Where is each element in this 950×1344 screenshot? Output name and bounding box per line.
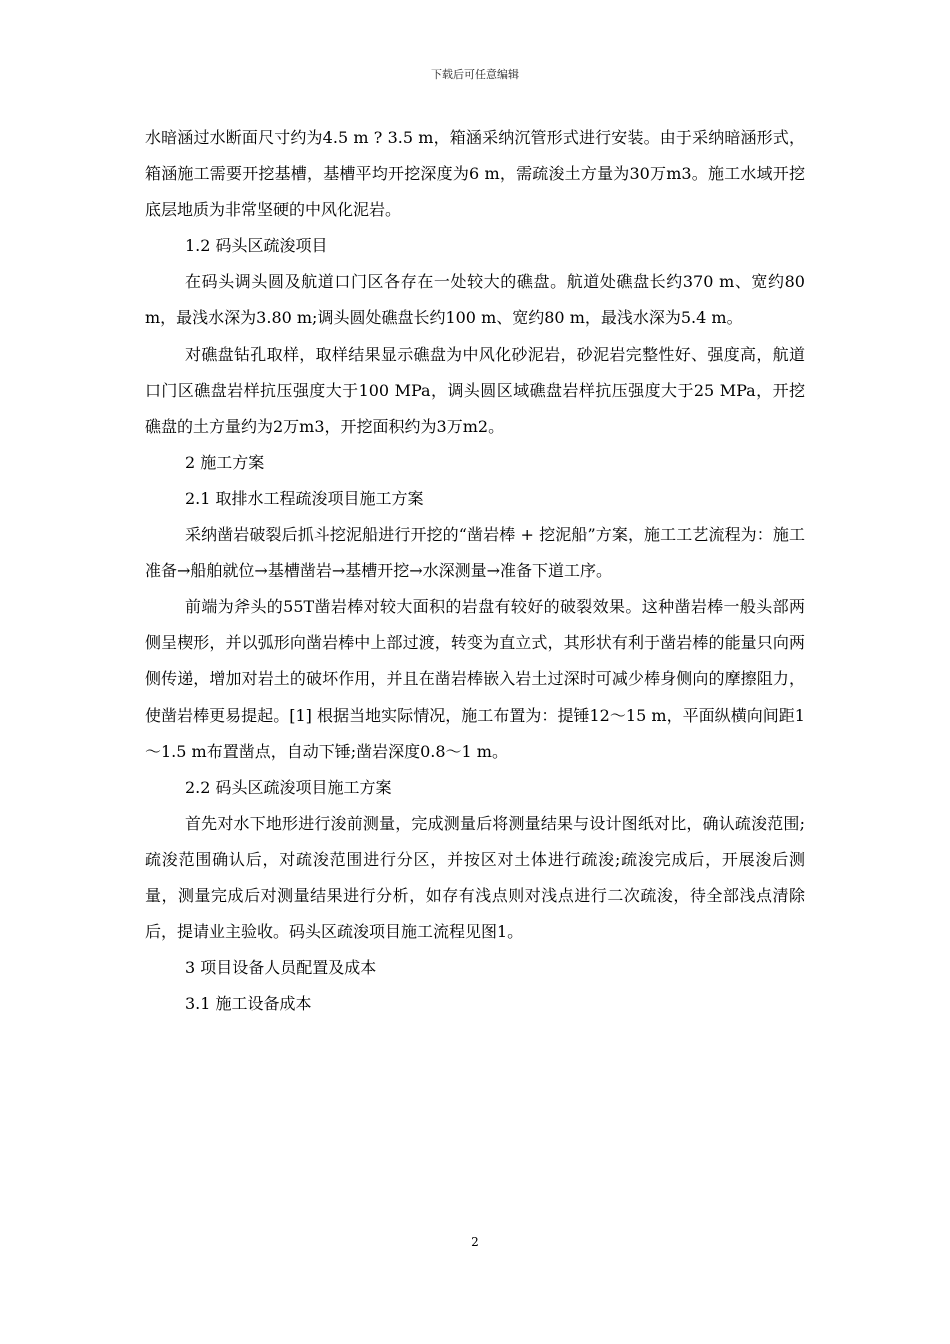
paragraph-reef-location: 在码头调头圆及航道口门区各存在一处较大的礁盘。航道处礁盘长约370 m、宽约80 m，最浅水深为3.80 m;调头圆处礁盘长约100 m、宽约80 m，最浅水深为5.4 m。	[145, 272, 805, 328]
paragraph-rock-breaker: 前端为斧头的55T凿岩棒对较大面积的岩盘有较好的破裂效果。这种凿岩棒一般头部两侧呈楔形，并以弧形向凿岩棒中上部过渡，转变为直立式，其形状有利于凿岩棒的能量只向两侧传递，增加对岩土的破坏作用，并且在凿岩棒嵌入岩土过深时可减少棒身侧向的摩擦阻力，使凿岩棒更易提起。[1] 根据当地实际情况，施工布置为：提锤12～15 m，平面纵横向间距1～1.5 m布置凿点，自动下锤;凿岩深度0.8～1 m。	[145, 597, 805, 761]
paragraph-dredging-procedure: 首先对水下地形进行浚前测量，完成测量后将测量结果与设计图纸对比，确认疏浚范围;疏浚范围确认后，对疏浚范围进行分区，并按区对土体进行疏浚;疏浚完成后，开展浚后测量，测量完成后对测量结果进行分析，如存有浅点则对浅点进行二次疏浚，待全部浅点清除后，提请业主验收。码头区疏浚项目施工流程见图1。	[145, 813, 805, 942]
paragraph-reef-sampling: 对礁盘钻孔取样，取样结果显示礁盘为中风化砂泥岩，砂泥岩完整性好、强度高，航道口门区礁盘岩样抗压强度大于100 MPa，调头圆区域礁盘岩样抗压强度大于25 MPa，开挖礁盘的土方量约为2万m3，开挖面积约为3万m2。	[145, 344, 805, 436]
page-number: 2	[471, 1235, 479, 1249]
paragraph-continuation: 水暗涵过水断面尺寸约为4.5 m ? 3.5 m，箱涵采纳沉管形式进行安装。由于采纳暗涵形式，箱涵施工需要开挖基槽，基槽平均开挖深度为6 m，需疏浚土方量为30万m3。施工水域开挖底层地质为非常坚硬的中风化泥岩。	[145, 128, 805, 220]
paragraph-construction-process: 采纳凿岩破裂后抓斗挖泥船进行开挖的“凿岩棒 + 挖泥船”方案，施工工艺流程为：施工准备→船舶就位→基槽凿岩→基槽开挖→水深测量→准备下道工序。	[145, 525, 805, 581]
section-heading-1-2: 1.2 码头区疏浚项目	[185, 236, 328, 256]
section-heading-2-1: 2.1 取排水工程疏浚项目施工方案	[185, 488, 424, 508]
section-heading-2: 2 施工方案	[185, 452, 265, 472]
document-body	[145, 120, 805, 1022]
section-heading-3: 3 项目设备人员配置及成本	[185, 958, 377, 978]
section-heading-3-1: 3.1 施工设备成本	[185, 994, 312, 1014]
page-header: 下载后可任意编辑	[431, 68, 519, 81]
section-heading-2-2: 2.2 码头区疏浚项目施工方案	[185, 777, 392, 797]
